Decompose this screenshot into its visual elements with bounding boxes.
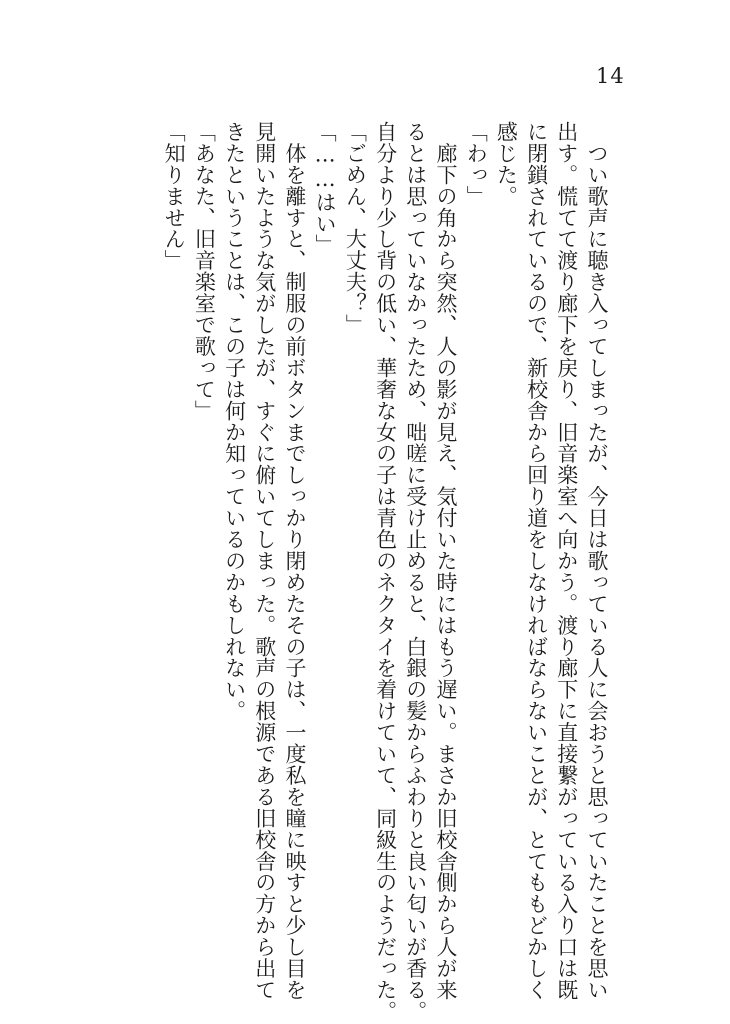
text-line: 見開いたような気がしたが、すぐに俯いてしまった。歌声の根源である旧校舎の方から出て bbox=[252, 121, 277, 1001]
dialogue-line: 「わっ」 bbox=[464, 121, 489, 207]
text-line: に閉鎖されているので、新校舎から回り道をしなければならないことが、とてももどかしく bbox=[524, 121, 549, 1001]
text-line: きたということは、この子は何か知っているのかもしれない。 bbox=[222, 121, 247, 722]
text-line: 廊下の角から突然、人の影が見え、気付いた時にはもう遅い。まさか旧校舎側から人が来 bbox=[433, 142, 458, 1001]
text-line: 出す。慌てて渡り廊下を戻り、旧音楽室へ向かう。渡り廊下に直接繋がっている入り口は既 bbox=[554, 121, 579, 1001]
text-line: 自分より少し背の低い、華奢な女の子は青色のネクタイを着けていて、同級生のようだった。 bbox=[373, 121, 398, 1022]
vertical-text-body bbox=[159, 121, 612, 1022]
text-line: るとは思っていなかったため、咄嗟に受け止めると、白銀の髪からふわりと良い匂いが香る。 bbox=[403, 121, 428, 1022]
text-line: 体を離すと、制服の前ボタンまでしっかり閉めたその子は、一度私を瞳に映すと少し目を bbox=[282, 142, 307, 1001]
text-line: 感じた。 bbox=[494, 121, 519, 207]
text-line: つい歌声に聴き入ってしまったが、今日は歌っている人に会おうと思っていたことを思い bbox=[585, 142, 609, 1001]
dialogue-line: 「知りません」 bbox=[162, 121, 187, 272]
dialogue-line: 「……はい」 bbox=[313, 121, 338, 256]
page-number: 14 bbox=[596, 64, 625, 88]
dialogue-line: 「あなた、旧音楽室で歌って」 bbox=[192, 121, 217, 422]
dialogue-line: 「ごめん、大丈夫？」 bbox=[343, 121, 368, 336]
